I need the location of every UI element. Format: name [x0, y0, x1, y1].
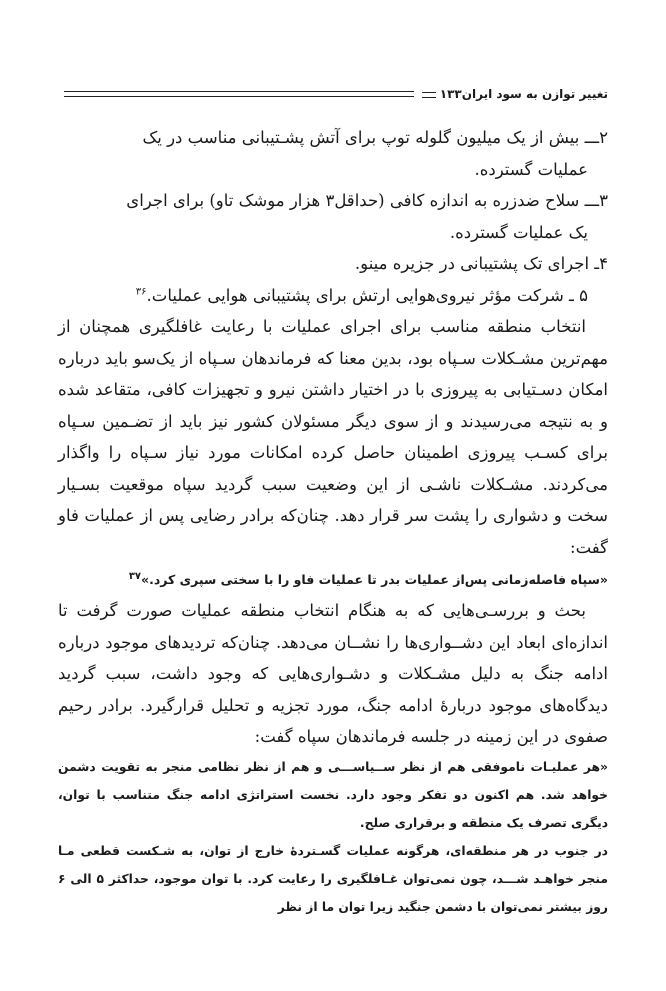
body-text: [58, 122, 608, 921]
footnote-ref: ۳۷: [128, 570, 142, 582]
footnote-ref: ۳۶: [135, 286, 147, 297]
block-quote: [58, 753, 608, 921]
quote: «سپاه فاصله‌زمانی پس‌از عملیات بدر تا عملیات فاو را با سختی سپری کرد.»$^{۳۷}$: [128, 570, 608, 587]
list-item: [58, 280, 608, 312]
list-item: [58, 185, 608, 248]
page-number: ۱۳۳: [422, 87, 462, 101]
list-item-line: ۴ـ اجرای تک پشتیبانی در جزیره مینو.: [354, 254, 608, 273]
list-item: [58, 248, 608, 280]
list-item-line: ۵ ـ شرکت مؤثر نیروی‌هوایی ارتش برای پشتیبانی هوایی عملیات.: [146, 285, 588, 305]
list-item-continuation: یک عملیات گسترده.: [449, 222, 588, 242]
list-item-continuation: عملیات گسترده.: [474, 159, 588, 179]
paragraph: انتخاب منطقه مناسب برای اجرای عملیات با رعایت غافلگیری همچنان از مهم‌ترین مشـکلات سـپاه بود، بدین معنا که فرماندهان سـپاه از یک‌سو باید درباره امکان دسـتیابی به پیروزی با در اختیار داشتن نیرو و تجهیزات کافی، متقاعد شده و به نتیجه می‌رسیدند و از سوی دیگر مسئولان کشور نیز باید از تضـمین سـپاه برای کسـب پیروزی اطمینان حاصل کرده امکانات مورد نیاز سـپاه را واگذار می‌کردند. مشـکلات ناشـی از این وضعیت سبب گردید سپاه موقعیت بسـیار سخت و دشواری را پشت سر قرار دهد. چنان‌که برادر رضایی پس از عملیات فاو گفت:: [58, 317, 608, 557]
list-item-line: ۲ـــ بیش از یک میلیون گلوله توپ برای آتش پشـتیبانی مناسب در یک: [142, 128, 608, 147]
list-item-line: ۳ـــ سلاح ضدزره به اندازه کافی (حداقل۳ هزار موشک تاو) برای اجرای: [126, 191, 608, 210]
running-header: [58, 86, 608, 102]
quote-paragraph: در جنوب در هر منطقه‌ای، هرگونه عملیات گسـتردهٔ خارج از توان، به شـکست قطعی مـا منجر خواهـد شـــد، چون نمی‌توان غـافلگیری را رعایت کرد. با توان موجود، حداکثر ۵ الی ۶ روز بیشتر نمی‌توان با دشمن جنگید زیرا توان ما از نظر: [58, 843, 608, 914]
chapter-title: تغییر توازن به سود ایران: [461, 87, 608, 101]
header-rule: [64, 91, 414, 97]
quote-paragraph: «هر عملیـات ناموفقی هم از نظر ســیاســـی و هم از نظر نظامی منجر به تقویت دشمن خواهد شد. هم اکنون دو تفکر وجود دارد. نخست استراتژی ادامه جنگ متناسب با توان، دیگری تصرف یک منطقه و برقراری صلح.: [58, 759, 608, 830]
paragraph: بحث و بررسـی‌هایی که به هنگام انتخاب منطقه عملیات صورت گرفت تا اندازه‌ای ابعاد این دشــواری‌ها را نشــان می‌دهد. چنان‌که تردیدهای موجود درباره ادامه جنگ به دلیل مشـکلات و دشـواری‌هایی که وجود داشت، سبب گردید دیدگاه‌های موجود دربارهٔ ادامه جنگ، مورد تجزیه و تحلیل قرارگیرد. برادر رحیم صفوی در این زمینه در جلسه فرماندهان سپاه گفت:: [58, 601, 608, 746]
page-number-rule: [422, 92, 436, 98]
list-item: [58, 122, 608, 185]
